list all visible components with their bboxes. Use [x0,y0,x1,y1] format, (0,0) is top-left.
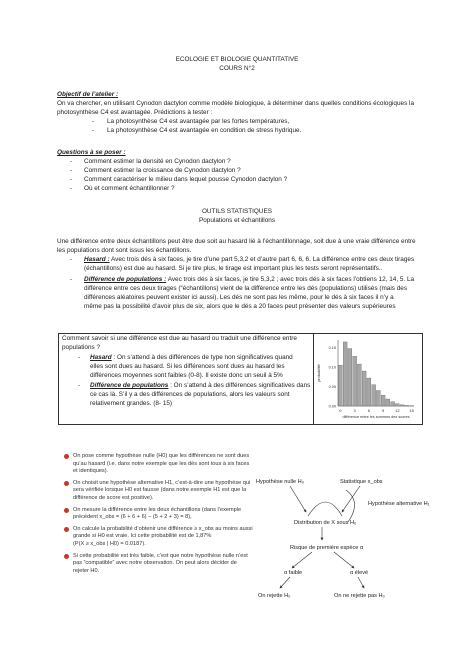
chart-x-tick: 6 [367,408,370,413]
objective-heading: Objectif de l’atelier : [57,91,119,98]
chart-bar [353,356,357,406]
objective-text-1: On va chercher, en utilisant Cynodon dactylon comme modèle biologique, à déterminer dans quelles conditions écologiques la [57,100,415,107]
lecture-line: On choisit une hypothèse alternative H1, c’est-à-dire une hypothèse qui [73,479,251,486]
intro-line: Une différence entre deux échantillons peut être due soit au hasard lié à l’échantillonnage, soit due à une vraie différence entre [57,238,416,245]
difference-line: différence entre ces deux tirages (“échantillons) vient de la différence entre les dés (populations) utilisés (mais des [84,285,408,292]
diagram-reject: On rejette H₀ [258,593,291,599]
box-diff-line: ce cas là. S’il y a des différences de populations, alors les valeurs sont [90,391,290,398]
chart-bar [386,399,390,406]
box-hasard-line: différences moyennes sont faibles (0-8). Il existe donc un seuil à 5% [90,372,283,379]
arrow [292,552,312,568]
lecture-line: (P(X ≥ x_obs | H0) = 0.0187). [73,541,146,547]
difference-line: même pas la possibilité d’avoir plus de six, alors que le dés a 20 faces peut présenter des valeurs supérieures [84,303,396,310]
question-item: Où et comment échantillonner ? [84,185,175,192]
chart-y-tick: 0.10 [328,365,336,370]
chart-plot [317,340,415,419]
lecture-line: On calcule la probabilité d’obtenir une différence ≥ x_obs au moins aussi [73,525,253,532]
hasard-line [84,256,414,265]
diagram-risk: Risque de première espèce α [290,545,364,551]
chart-bar [381,395,385,406]
chart-bar [362,371,366,406]
chart-x-tick: 9 [382,408,385,413]
chart-y-tick: 0.05 [328,384,336,389]
hasard-line: (échantillons) est due au hasard. Si je tire plus, le tirage est important plus les tests seront représentatifs.. [84,265,383,272]
bullet-icon [64,527,69,532]
diagram-h1: Hypothèse alternative H₁ [368,501,430,507]
bullet-icon [64,481,69,486]
dash: - [78,354,81,361]
density-curve [308,502,342,516]
dash: - [70,185,73,192]
difference-line [84,276,414,285]
chart-x-tick: 0 [339,408,342,413]
box-diff-line: relativement grandes. (8- 15) [90,400,173,407]
lecture-line: et identiques). [73,468,109,475]
box-diff-term: Différence de populations [90,382,169,389]
dash: - [92,118,95,125]
chart-bar [367,378,371,406]
question-item: Comment estimer la densité en Cynodon dactylon ? [84,158,231,165]
chart-y-tick: 0.00 [328,404,336,409]
diagram-right: α élevé [350,570,369,576]
objective-item: La photosynthèse C4 est avantagée en condition de stress hydrique. [107,127,302,134]
lecture-line: différence de score est positive). [73,495,154,501]
chart-x-tick: 12 [395,408,400,413]
dash: - [70,256,73,263]
curve [346,490,355,522]
arrow [280,577,290,588]
diagram-stat: Statistique x_obs [340,479,383,485]
hasard-term: Hasard : [84,256,110,263]
lecture-line: On mesure la différence entre les deux échantillons (dans l’exemple [73,506,242,513]
bullet-icon [64,554,69,559]
doc-subtitle: COURS N°2 [219,65,255,72]
dash: - [92,127,95,134]
lecture-line: pas “compatible” avec notre observation. On peut alors décider de [73,560,237,567]
box-hasard-line: elles sont dues au hasard. Si les différences sont dues au hasard les [90,363,285,370]
lecture-line: Si cette probabilité est très faible, c’est que notre hypothèse nulle n’est [73,552,248,559]
box-diff-line [90,382,310,391]
lecture-line: précédent x_obs = (6 + 6 + 6) − (5 + 2 + 3) = 8), [73,514,192,521]
difference-histogram [316,336,418,422]
doc-title: ECOLOGIE ET BIOLOGIE QUANTITATIVE [175,56,299,63]
box-hasard-text: : On s’attend à des différences de type non significatives quand [111,354,293,361]
chart-ylabel: probabilité [317,364,321,382]
difference-line: différences aléatoires peuvent exister ici aussi). Les dés ne sont pas les même, pour le dés à six faces il n’y a [84,294,394,301]
diagram-left: α faible [284,570,303,576]
diagram-h0: Hypothèse nulle H₀ [256,479,305,485]
bullet-icon [64,508,69,513]
diagram-dist: Distribution de X sous H₀ [294,520,357,526]
intro-line: les populations dont sont issus les échantillons. [57,247,192,254]
lecture-line: grande si H0 est vraie. Ici cette probabilité est de 1,87% [73,533,212,540]
question-item: Comment estimer la croissance de Cynodon dactylon ? [84,167,241,174]
chart-bar [372,385,376,406]
dash: - [78,382,81,389]
bullet-icon [64,454,69,459]
chart-bar [376,390,380,406]
objective-item: La photosynthèse C4 est avantagée par les fortes températures, [107,118,290,125]
arrow [358,577,364,588]
chart-bar [391,402,395,406]
lecture-line: qu’au hasard (i.e. dans notre exemple que les dés sont tous à six faces [73,460,250,467]
chart-bar [357,364,361,406]
arrow [342,486,360,512]
hypothesis-diagram [250,470,430,610]
chart-bar [338,365,342,406]
arrow [334,552,354,568]
box-hasard-term: Hasard [90,354,112,361]
section-title: OUTILS STATISTIQUES [201,208,273,215]
diagram-accept: On ne rejette pas H₀ [334,593,385,599]
chart-bar [343,342,347,406]
difference-text: Avec trois dés à six faces, je tire 5,3,2 ; avec trois dés à six faces l’obtiens 12, 14, 5. La [166,276,415,283]
dash: - [70,167,73,174]
questions-heading: Questions à se poser : [57,149,126,156]
chart-bar [405,405,409,406]
chart-bar [348,349,352,406]
dash: - [70,176,73,183]
box-hasard-line [90,354,293,363]
dash: - [70,276,73,283]
chart-x-tick: 3 [353,408,356,413]
chart-y-tick: 0.15 [328,346,336,351]
section-subtitle: Populations et échantillons [198,217,276,224]
objective-text-2: photosynthèse C4 est avantagée. Prédictions à tester : [57,109,213,116]
hasard-text: Avec trois dés à six faces, je tire d’une part 5,3,2 et d’autre part 6, 6, 6. La différence entre ces deux tirages [109,256,415,263]
difference-term: Différence de populations : [84,276,167,283]
lecture-line: On pose comme hypothèse nulle (H0) que les différences ne sont dues [73,453,250,459]
lecture-line: rejeter H0. [73,567,100,574]
box-diff-text: : On s’attend à des différences significatives dans [168,382,311,389]
arrow [290,486,306,512]
question-item: Comment caractériser le milieu dans lequel pousse Cynodon dactylon ? [84,176,288,183]
chart-bar [400,405,404,406]
lecture-line: sera vérifiée lorsque H0 est fausse (dans notre exemple H1 est que la [73,487,247,494]
box-question: populations ? [62,344,101,351]
dash: - [70,158,73,165]
box-question: Comment savoir si une différence est due au hasard ou traduit une différence entre [62,335,297,342]
chart-x-tick: 15 [409,408,414,413]
chart-bar [395,404,399,406]
chart-xlabel: différence entre les sommes des scores [342,415,410,419]
